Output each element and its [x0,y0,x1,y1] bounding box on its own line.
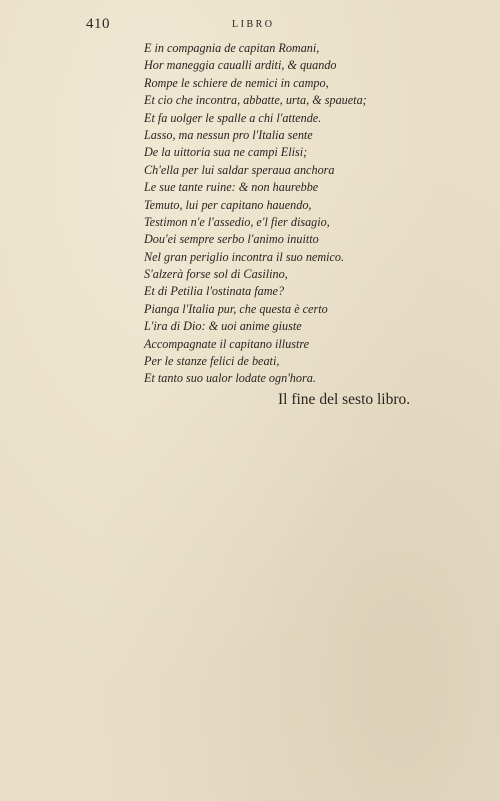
verse-line: Accompagnate il capitano illustre [144,336,310,351]
verse-line: E in compagnia de capitan Romani, [144,41,320,55]
verse-line: Nel gran periglio incontra il suo nemico. [144,249,345,264]
page-number: 410 [86,16,110,32]
verse-line: Temuto, lui per capitano hauendo, [144,197,312,212]
verse-line: De la uittoria sua ne campi Elisi; [144,145,308,160]
verse-block [144,40,464,388]
verse-line: Testimon n'e l'assedio, e'l fier disagio, [144,214,330,229]
verse-line: Dou'ei sempre serbo l'animo inuitto [144,232,319,247]
verse-line: Et cio che incontra, abbatte, urta, & spaueta; [144,93,367,108]
running-head: LIBRO [232,19,275,30]
verse-line: Pianga l'Italia pur, che questa è certo [144,301,328,316]
verse-line: Le sue tante ruine: & non haurebbe [144,180,319,195]
verse-line: S'alzerà forse sol di Casilino, [144,267,288,282]
verse-line: Rompe le schiere de nemici in campo, [144,75,329,90]
verse-line: Lasso, ma nessun pro l'Italia sente [144,127,313,142]
verse-line: Et fa uolger le spalle a chi l'attende. [144,110,322,125]
verse-line: Ch'ella per lui saldar speraua anchora [144,162,335,177]
verse-line: Hor maneggia caualli arditi, & quando [144,58,337,73]
verse-line: Et tanto suo ualor lodate ogn'hora. [144,371,316,386]
verse-line: Per le stanze felici de beati, [144,354,280,369]
colophon: Il fine del sesto libro. [278,391,411,408]
verse-line: Et di Petilia l'ostinata fame? [144,284,285,299]
verse-line: L'ira di Dio: & uoi anime giuste [144,319,302,334]
